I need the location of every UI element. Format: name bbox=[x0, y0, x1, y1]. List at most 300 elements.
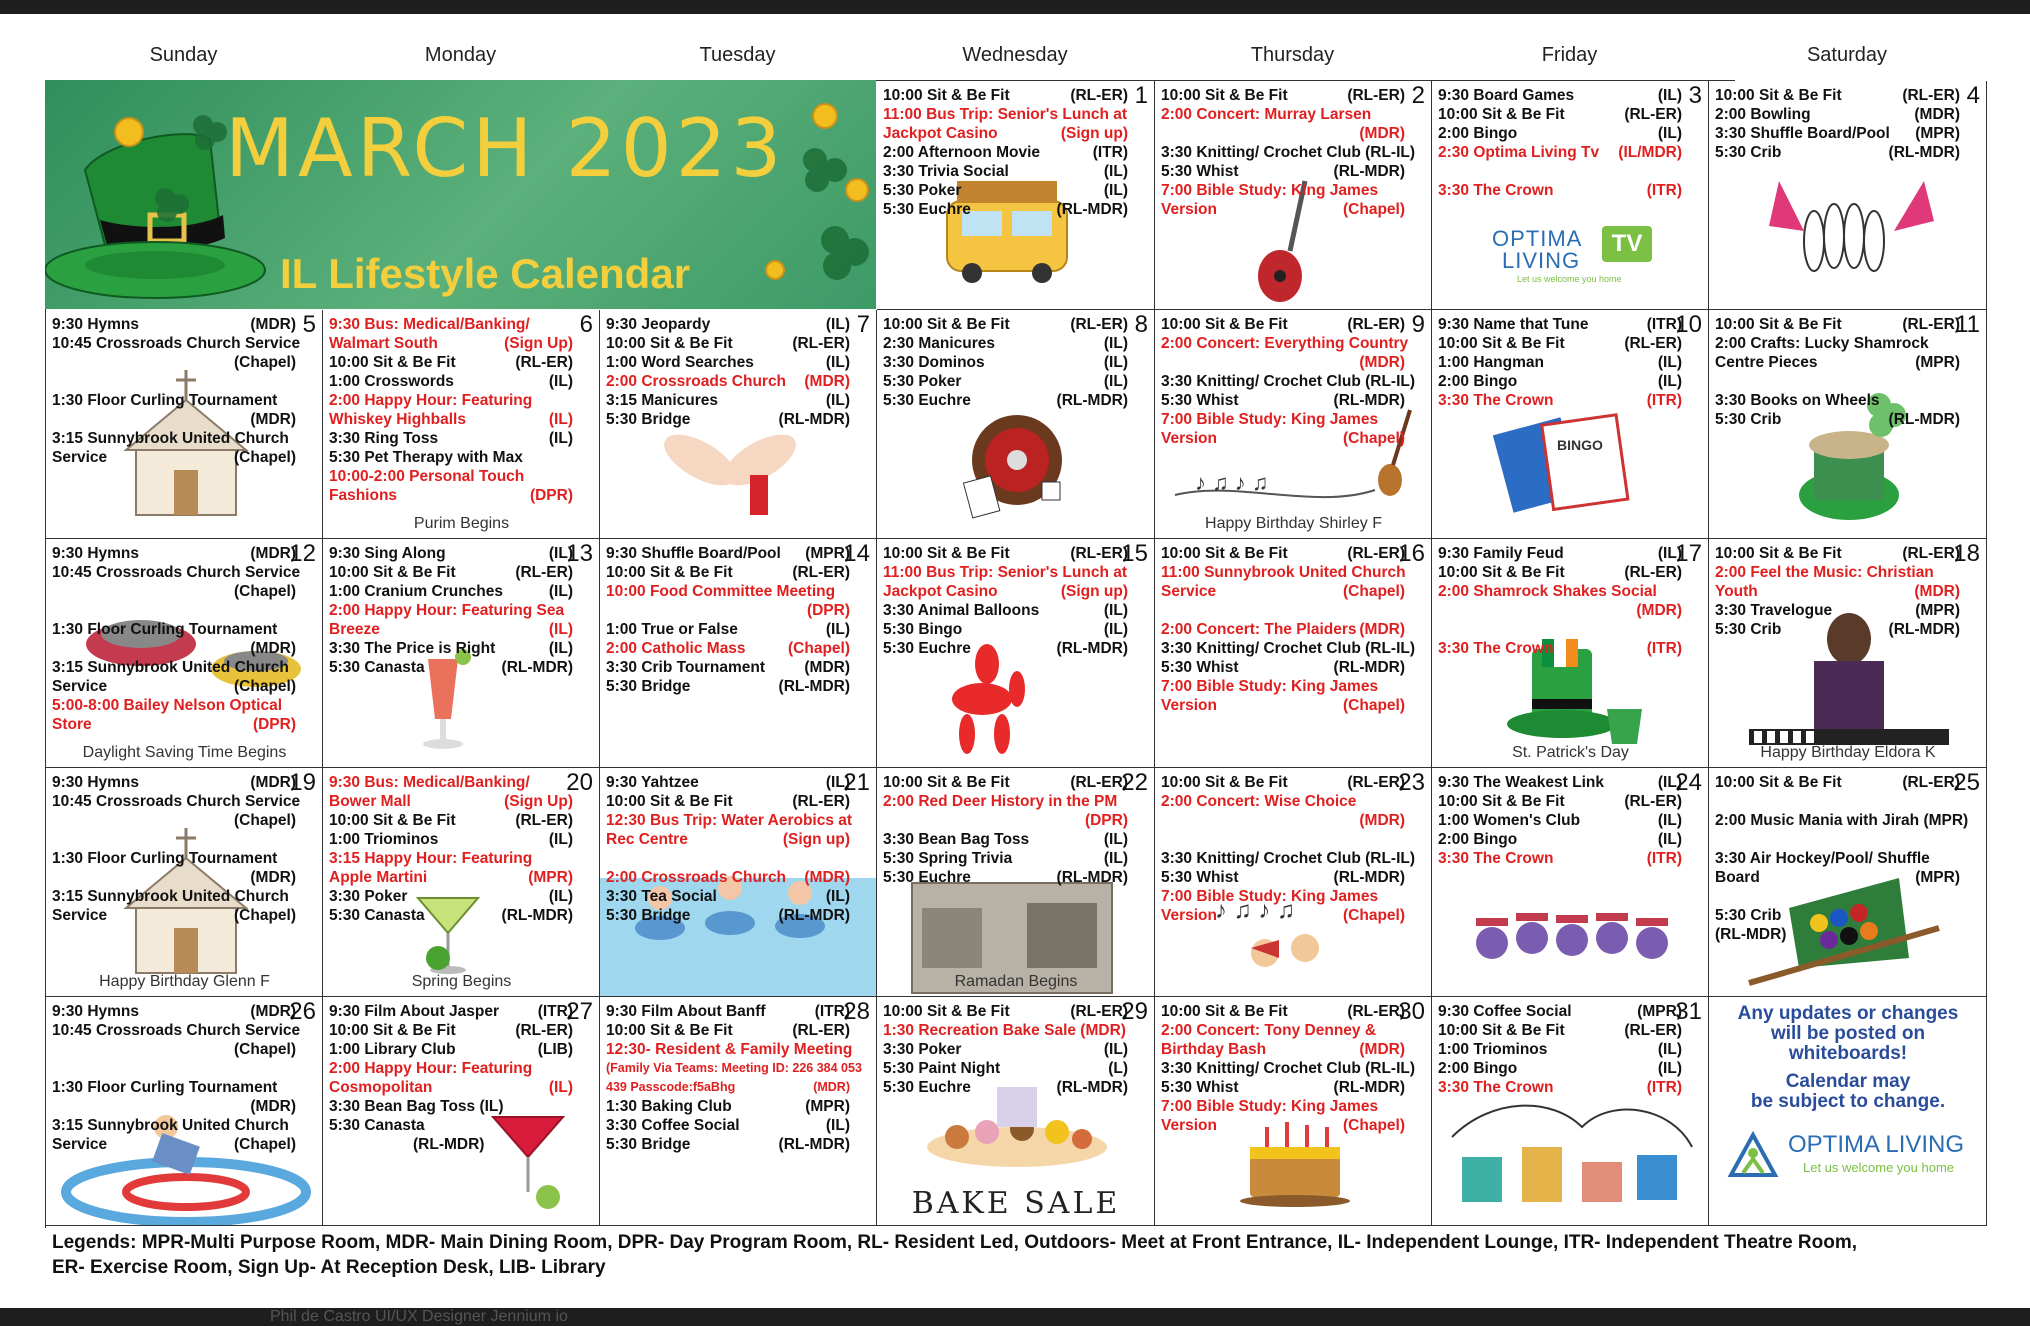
event-text: 9:30 Name that Tune bbox=[1438, 316, 1589, 333]
event-line bbox=[413, 1135, 593, 1154]
day-number: 28 bbox=[843, 998, 870, 1025]
event-text: 2:00 Bingo bbox=[1438, 125, 1518, 142]
event-text: 5:30 Crib bbox=[1715, 621, 1782, 638]
event-location: (RL-MDR) bbox=[1056, 392, 1128, 409]
day-number: 25 bbox=[1953, 769, 1980, 796]
weekday-header: Sunday bbox=[149, 44, 218, 66]
day-number: 1 bbox=[1134, 82, 1148, 109]
coin-icon bbox=[115, 118, 143, 146]
event-line bbox=[1715, 582, 1980, 601]
event-line bbox=[1161, 544, 1425, 563]
event-line bbox=[1161, 353, 1425, 372]
event-text: 5:30 Whist bbox=[1161, 659, 1239, 676]
event-text: Service bbox=[52, 1136, 108, 1153]
event-location: (RL-MDR) bbox=[1333, 659, 1405, 676]
event-location: (RL-MDR) bbox=[1333, 869, 1405, 886]
event-location: (RL-MDR) bbox=[1056, 869, 1128, 886]
event-line bbox=[329, 639, 593, 658]
event-line bbox=[52, 887, 316, 906]
event-text: 3:15 Sunnybrook United Church bbox=[52, 888, 289, 905]
event-location: (Sign up) bbox=[782, 831, 850, 848]
event-text: 10:00 Sit & Be Fit bbox=[1715, 316, 1842, 333]
day-number: 4 bbox=[1966, 82, 1980, 109]
event-text: 10:00 Sit & Be Fit bbox=[606, 793, 733, 810]
event-text: (RL-MDR) bbox=[1715, 926, 1787, 943]
event-text: 5:30 Bridge bbox=[606, 1136, 691, 1153]
event-line bbox=[1161, 391, 1425, 410]
day-note: Spring Begins bbox=[411, 973, 512, 990]
day-note: Happy Birthday Shirley F bbox=[1205, 515, 1382, 532]
event-text: (RL-MDR) bbox=[413, 1136, 485, 1153]
day-number: 12 bbox=[289, 540, 316, 567]
event-line bbox=[883, 792, 1148, 811]
event-line bbox=[52, 1002, 316, 1021]
event-text: 1:00 Cranium Crunches bbox=[329, 583, 503, 600]
event-location: (RL-ER) bbox=[515, 812, 573, 829]
event-line bbox=[329, 563, 593, 582]
event-line bbox=[52, 563, 316, 582]
event-location: (RL-MDR) bbox=[501, 907, 573, 924]
day-cell bbox=[1155, 81, 1432, 310]
event-text: 1:00 Crosswords bbox=[329, 373, 454, 390]
event-text: 10:00 Sit & Be Fit bbox=[883, 316, 1010, 333]
event-line bbox=[1161, 1078, 1425, 1097]
day-number: 6 bbox=[579, 311, 593, 338]
event-line bbox=[52, 1078, 316, 1097]
event-text: 5:30 Whist bbox=[1161, 1079, 1239, 1096]
svg-text:♪ ♫ ♪ ♫: ♪ ♫ ♪ ♫ bbox=[1215, 897, 1296, 924]
event-location: (RL-ER) bbox=[1070, 87, 1128, 104]
event-text bbox=[52, 868, 250, 887]
event-location: (IL) bbox=[1657, 1060, 1682, 1077]
event-line bbox=[1161, 143, 1425, 162]
event-text: Service bbox=[52, 449, 108, 466]
day-cell bbox=[600, 997, 877, 1226]
event-text: 1:00 Library Club bbox=[329, 1041, 456, 1058]
event-text: 3:30 Travelogue bbox=[1715, 602, 1833, 619]
event-text: Version bbox=[1161, 201, 1217, 218]
event-location: (IL) bbox=[825, 1117, 850, 1134]
event-text: 3:30 Trivia Social bbox=[883, 163, 1009, 180]
event-text: 2:00 Concert: Everything Country bbox=[1161, 335, 1409, 352]
event-text: 2:30 Optima Living Tv bbox=[1438, 144, 1600, 161]
event-line bbox=[1161, 86, 1425, 105]
event-text: Jackpot Casino bbox=[883, 125, 998, 142]
event-line bbox=[883, 830, 1148, 849]
event-location: (ITR) bbox=[814, 1003, 850, 1020]
event-line bbox=[1438, 582, 1702, 601]
event-location: (IL) bbox=[1103, 1041, 1128, 1058]
day-number: 10 bbox=[1675, 311, 1702, 338]
event-location: (Chapel) bbox=[1343, 697, 1405, 714]
event-location: (RL-ER) bbox=[1347, 87, 1405, 104]
day-cell bbox=[46, 997, 323, 1226]
event-location: (RL-ER) bbox=[1624, 1022, 1682, 1039]
event-line bbox=[52, 544, 316, 563]
event-line bbox=[1438, 544, 1702, 563]
event-line bbox=[1161, 620, 1425, 639]
event-line bbox=[1161, 906, 1425, 925]
event-line bbox=[1161, 1059, 1425, 1078]
event-location: (MPR) bbox=[1915, 602, 1960, 619]
event-line bbox=[883, 601, 1148, 620]
event-location: (MDR) bbox=[1359, 1041, 1405, 1058]
day-cell bbox=[877, 768, 1155, 997]
event-text: Service bbox=[52, 907, 108, 924]
day-cell bbox=[1155, 539, 1432, 768]
event-text bbox=[52, 1097, 250, 1116]
event-line bbox=[329, 334, 593, 353]
event-text: 10:45 Crossroads Church Service bbox=[52, 564, 301, 581]
event-line bbox=[329, 620, 593, 639]
day-note: Purim Begins bbox=[413, 515, 510, 532]
event-line bbox=[606, 677, 870, 696]
event-location: (RL-ER) bbox=[1624, 106, 1682, 123]
event-text: Version bbox=[1161, 697, 1217, 714]
event-location: (IL) bbox=[1103, 621, 1128, 638]
event-line bbox=[1438, 601, 1702, 620]
event-line bbox=[1161, 639, 1425, 658]
event-location: (DPR) bbox=[529, 487, 573, 504]
event-location: (MDR) bbox=[250, 316, 296, 333]
event-location: (IL) bbox=[1103, 335, 1128, 352]
event-location: (MDR) bbox=[1359, 354, 1405, 371]
event-location: (DPR) bbox=[252, 716, 296, 733]
event-line bbox=[883, 582, 1148, 601]
day-cell bbox=[877, 81, 1155, 310]
day-cell bbox=[323, 539, 600, 768]
event-line bbox=[329, 1021, 593, 1040]
event-line bbox=[1161, 1021, 1425, 1040]
day-note: St. Patrick's Day bbox=[1512, 744, 1629, 761]
event-location: (Sign up) bbox=[1060, 583, 1128, 600]
event-text: 1:30 Floor Curling Tournament bbox=[52, 850, 278, 867]
event-text: 5:30 Bridge bbox=[606, 907, 691, 924]
event-text: 5:00-8:00 Bailey Nelson Optical bbox=[52, 697, 283, 714]
event-text: 2:30 Manicures bbox=[883, 335, 995, 352]
event-text: Fashions bbox=[329, 487, 398, 504]
event-line bbox=[1438, 563, 1702, 582]
weekday-header: Tuesday bbox=[699, 44, 776, 66]
event-line bbox=[606, 563, 870, 582]
weekday-header: Monday bbox=[424, 44, 497, 66]
event-location: (RL-ER) bbox=[1624, 793, 1682, 810]
day-number: 20 bbox=[566, 769, 593, 796]
day-number: 9 bbox=[1411, 311, 1425, 338]
event-line bbox=[329, 792, 593, 811]
event-text: 2:00 Happy Hour: Featuring Sea bbox=[329, 602, 565, 619]
event-line bbox=[1161, 1097, 1425, 1116]
event-text: 2:00 Shamrock Shakes Social bbox=[1438, 583, 1657, 600]
event-location: (MDR) bbox=[1914, 583, 1960, 600]
weekday-header: Saturday bbox=[1806, 44, 1888, 66]
day-cell bbox=[323, 768, 600, 997]
event-text: 3:30 The Crown bbox=[1438, 182, 1554, 199]
event-text: 9:30 Family Feud bbox=[1438, 545, 1564, 562]
event-line bbox=[1715, 773, 1980, 792]
event-line bbox=[329, 544, 593, 563]
event-line bbox=[606, 353, 870, 372]
event-location: (IL) bbox=[548, 888, 573, 905]
day-number: 7 bbox=[856, 311, 870, 338]
event-text: 3:30 The Price is Right bbox=[329, 640, 496, 657]
event-line bbox=[1715, 811, 1980, 830]
event-line bbox=[52, 620, 316, 639]
logo-line-2: LIVING bbox=[1502, 248, 1581, 273]
event-location: (Chapel) bbox=[234, 583, 296, 600]
day-cell bbox=[1432, 539, 1709, 768]
event-line bbox=[1715, 105, 1980, 124]
event-line bbox=[52, 868, 316, 887]
event-location: (MPR) bbox=[1637, 1003, 1682, 1020]
event-location: (IL) bbox=[548, 1079, 573, 1096]
event-line bbox=[1161, 696, 1425, 715]
day-cell bbox=[46, 768, 323, 997]
event-line bbox=[883, 1059, 1148, 1078]
day-note: Daylight Saving Time Begins bbox=[82, 744, 287, 761]
event-text: 2:00 Bowling bbox=[1715, 106, 1811, 123]
event-text: 10:45 Crossroads Church Service bbox=[52, 335, 301, 352]
event-text: Version bbox=[1161, 907, 1217, 924]
event-location: (RL-MDR) bbox=[1333, 163, 1405, 180]
event-line bbox=[1438, 1078, 1702, 1097]
event-location: (RL-ER) bbox=[1347, 1003, 1405, 1020]
event-text bbox=[606, 601, 807, 620]
banner-subtitle: IL Lifestyle Calendar bbox=[280, 250, 691, 297]
event-location: (IL) bbox=[1103, 163, 1128, 180]
event-line bbox=[606, 887, 870, 906]
event-line bbox=[1161, 1116, 1425, 1135]
logo-line-1: OPTIMA bbox=[1492, 226, 1583, 251]
event-location: (RL-MDR) bbox=[778, 1136, 850, 1153]
event-line bbox=[1438, 353, 1702, 372]
event-line bbox=[883, 639, 1148, 658]
event-line bbox=[1161, 773, 1425, 792]
event-line bbox=[329, 811, 593, 830]
day-number: 23 bbox=[1398, 769, 1425, 796]
event-location: (RL-ER) bbox=[792, 335, 850, 352]
event-text: 10:00 Sit & Be Fit bbox=[1438, 1022, 1565, 1039]
event-line bbox=[329, 1097, 593, 1116]
event-line bbox=[1715, 563, 1980, 582]
event-line bbox=[1715, 124, 1980, 143]
event-location: (RL-ER) bbox=[1624, 564, 1682, 581]
event-line bbox=[883, 181, 1148, 200]
event-text: 10:00 Sit & Be Fit bbox=[1438, 335, 1565, 352]
event-line bbox=[1161, 105, 1425, 124]
event-location: (Chapel) bbox=[234, 1136, 296, 1153]
day-number: 11 bbox=[1955, 311, 1980, 338]
event-text bbox=[52, 582, 234, 601]
event-text: 10:00 Sit & Be Fit bbox=[329, 1022, 456, 1039]
event-line bbox=[52, 315, 316, 334]
event-location: (RL-MDR) bbox=[778, 411, 850, 428]
event-line bbox=[52, 677, 316, 696]
day-note: Happy Birthday Glenn F bbox=[99, 973, 270, 990]
weekday-header: Friday bbox=[1541, 44, 1598, 66]
event-location: (RL-MDR) bbox=[1888, 144, 1960, 161]
day-cell bbox=[877, 310, 1155, 539]
event-text: 2:00 Bingo bbox=[1438, 831, 1518, 848]
window-top-bar bbox=[0, 0, 2030, 14]
event-line bbox=[883, 372, 1148, 391]
event-line bbox=[606, 334, 870, 353]
event-line bbox=[329, 582, 593, 601]
event-line bbox=[606, 868, 870, 887]
event-line bbox=[329, 868, 593, 887]
event-text: Store bbox=[52, 716, 92, 733]
day-number: 26 bbox=[289, 998, 316, 1025]
event-line bbox=[1161, 372, 1425, 391]
legend bbox=[52, 1230, 1857, 1280]
svg-text:♪ ♫ ♪ ♫: ♪ ♫ ♪ ♫ bbox=[1195, 470, 1269, 495]
event-line bbox=[1161, 429, 1425, 448]
legend-line-1: Legends: MPR-Multi Purpose Room, MDR- Main Dining Room, DPR- Day Program Room, RL- Resident Led, Outdoors- Meet at Front Entrance, IL- Independent Lounge, ITR- Independent Theatre Room, bbox=[52, 1232, 1858, 1253]
event-line bbox=[52, 1116, 316, 1135]
event-line bbox=[1715, 620, 1980, 639]
event-line bbox=[1438, 391, 1702, 410]
event-location: (MDR) bbox=[813, 1080, 850, 1094]
event-text: 5:30 Canasta bbox=[329, 1117, 425, 1134]
event-text: 3:30 Air Hockey/Pool/ Shuffle bbox=[1715, 850, 1930, 867]
event-text: 9:30 Bus: Medical/Banking/ bbox=[329, 316, 530, 333]
event-text bbox=[52, 639, 250, 658]
day-number: 17 bbox=[1675, 540, 1702, 567]
event-line bbox=[329, 601, 593, 620]
event-line bbox=[1161, 658, 1425, 677]
day-number: 21 bbox=[843, 769, 870, 796]
event-location: (RL-ER) bbox=[1347, 545, 1405, 562]
notice-text: be subject to change. bbox=[1750, 1091, 1946, 1112]
event-text: 10:00 Sit & Be Fit bbox=[1161, 774, 1288, 791]
event-text: 3:30 Dominos bbox=[883, 354, 985, 371]
event-location: (IL) bbox=[1657, 125, 1682, 142]
event-line bbox=[883, 811, 1148, 830]
event-text: 5:30 Euchre bbox=[883, 201, 971, 218]
event-text: 9:30 Film About Banff bbox=[606, 1003, 766, 1020]
event-text: 5:30 Euchre bbox=[883, 640, 971, 657]
event-line bbox=[329, 773, 593, 792]
event-location: (Chapel) bbox=[1343, 583, 1405, 600]
event-line bbox=[1161, 200, 1425, 219]
event-line bbox=[883, 105, 1148, 124]
event-text: Centre Pieces bbox=[1715, 354, 1818, 371]
event-text: 10:00-2:00 Personal Touch bbox=[329, 468, 525, 485]
event-location: (IL) bbox=[825, 888, 850, 905]
event-line bbox=[883, 563, 1148, 582]
event-location: (IL) bbox=[1103, 354, 1128, 371]
event-text: 5:30 Whist bbox=[1161, 869, 1239, 886]
day-number: 29 bbox=[1121, 998, 1148, 1025]
event-line bbox=[1438, 1040, 1702, 1059]
event-text bbox=[52, 353, 234, 372]
event-text: 3:15 Manicures bbox=[606, 392, 718, 409]
event-text: 11:00 Bus Trip: Senior's Lunch at bbox=[883, 106, 1127, 123]
event-location: (RL-ER) bbox=[1070, 545, 1128, 562]
event-line bbox=[606, 410, 870, 429]
event-text: 5:30 Crib bbox=[1715, 907, 1782, 924]
event-location: (RL-MDR) bbox=[778, 907, 850, 924]
day-note: Happy Birthday Eldora K bbox=[1760, 744, 1936, 761]
event-line bbox=[1715, 353, 1980, 372]
event-location: (Chapel) bbox=[1343, 430, 1405, 447]
event-location: (IL) bbox=[825, 316, 850, 333]
event-line bbox=[883, 353, 1148, 372]
day-cell bbox=[1432, 81, 1709, 310]
event-line bbox=[883, 868, 1148, 887]
event-text bbox=[1438, 601, 1636, 620]
event-location: (IL) bbox=[1657, 774, 1682, 791]
event-location: (RL-ER) bbox=[792, 793, 850, 810]
event-text: 3:30 Tea Social bbox=[606, 888, 717, 905]
banner-title: MARCH 2023 bbox=[225, 102, 786, 195]
day-cell bbox=[877, 997, 1155, 1226]
event-line bbox=[329, 1040, 593, 1059]
event-text: 10:00 Sit & Be Fit bbox=[883, 774, 1010, 791]
event-text: 2:00 Happy Hour: Featuring bbox=[329, 392, 533, 409]
event-location: (RL-ER) bbox=[1347, 774, 1405, 791]
event-line bbox=[52, 696, 316, 715]
event-text: 3:30 The Crown bbox=[1438, 640, 1554, 657]
event-line bbox=[1161, 334, 1425, 353]
event-text: 3:30 The Crown bbox=[1438, 850, 1554, 867]
event-line bbox=[1438, 86, 1702, 105]
day-number: 16 bbox=[1398, 540, 1425, 567]
event-line bbox=[1715, 86, 1980, 105]
event-location: (IL) bbox=[548, 373, 573, 390]
event-location: (MDR) bbox=[804, 373, 850, 390]
event-text: 7:00 Bible Study: King James bbox=[1161, 411, 1379, 428]
event-line bbox=[52, 391, 316, 410]
event-line bbox=[606, 391, 870, 410]
event-text: 9:30 Bus: Medical/Banking/ bbox=[329, 774, 530, 791]
event-text: 5:30 Bridge bbox=[606, 411, 691, 428]
notice-text: Calendar may bbox=[1785, 1071, 1911, 1092]
event-location: (RL-MDR) bbox=[1056, 640, 1128, 657]
day-number: 27 bbox=[566, 998, 593, 1025]
event-line bbox=[606, 773, 870, 792]
tv-badge: TV bbox=[1602, 226, 1652, 262]
event-location: (ITR) bbox=[1646, 392, 1682, 409]
event-text: 9:30 Hymns bbox=[52, 545, 140, 562]
event-location: (ITR) bbox=[1646, 640, 1682, 657]
event-line bbox=[1161, 582, 1425, 601]
event-line bbox=[1715, 544, 1980, 563]
event-text: 3:30 Knitting/ Crochet Club (RL-IL) bbox=[1161, 373, 1416, 390]
event-text: 1:00 Hangman bbox=[1438, 354, 1544, 371]
event-location: (ITR) bbox=[1646, 316, 1682, 333]
day-number: 15 bbox=[1121, 540, 1148, 567]
event-line bbox=[606, 906, 870, 925]
event-text: 3:30 Coffee Social bbox=[606, 1117, 740, 1134]
event-text: 5:30 Spring Trivia bbox=[883, 850, 1013, 867]
event-location: (IL) bbox=[825, 774, 850, 791]
day-cell bbox=[46, 310, 323, 539]
event-line bbox=[1161, 1040, 1425, 1059]
event-location: (ITR) bbox=[1646, 1079, 1682, 1096]
event-text: 10:00 Sit & Be Fit bbox=[329, 812, 456, 829]
event-text: 10:00 Sit & Be Fit bbox=[1715, 774, 1842, 791]
event-location: (RL-ER) bbox=[1902, 774, 1960, 791]
event-text: 5:30 Euchre bbox=[883, 392, 971, 409]
event-line bbox=[606, 601, 870, 620]
event-text bbox=[52, 1040, 234, 1059]
event-line bbox=[329, 1116, 593, 1135]
event-line bbox=[1161, 1002, 1425, 1021]
event-line bbox=[1161, 868, 1425, 887]
event-text: 1:00 Triominos bbox=[1438, 1041, 1548, 1058]
day-cell bbox=[1709, 539, 1987, 768]
